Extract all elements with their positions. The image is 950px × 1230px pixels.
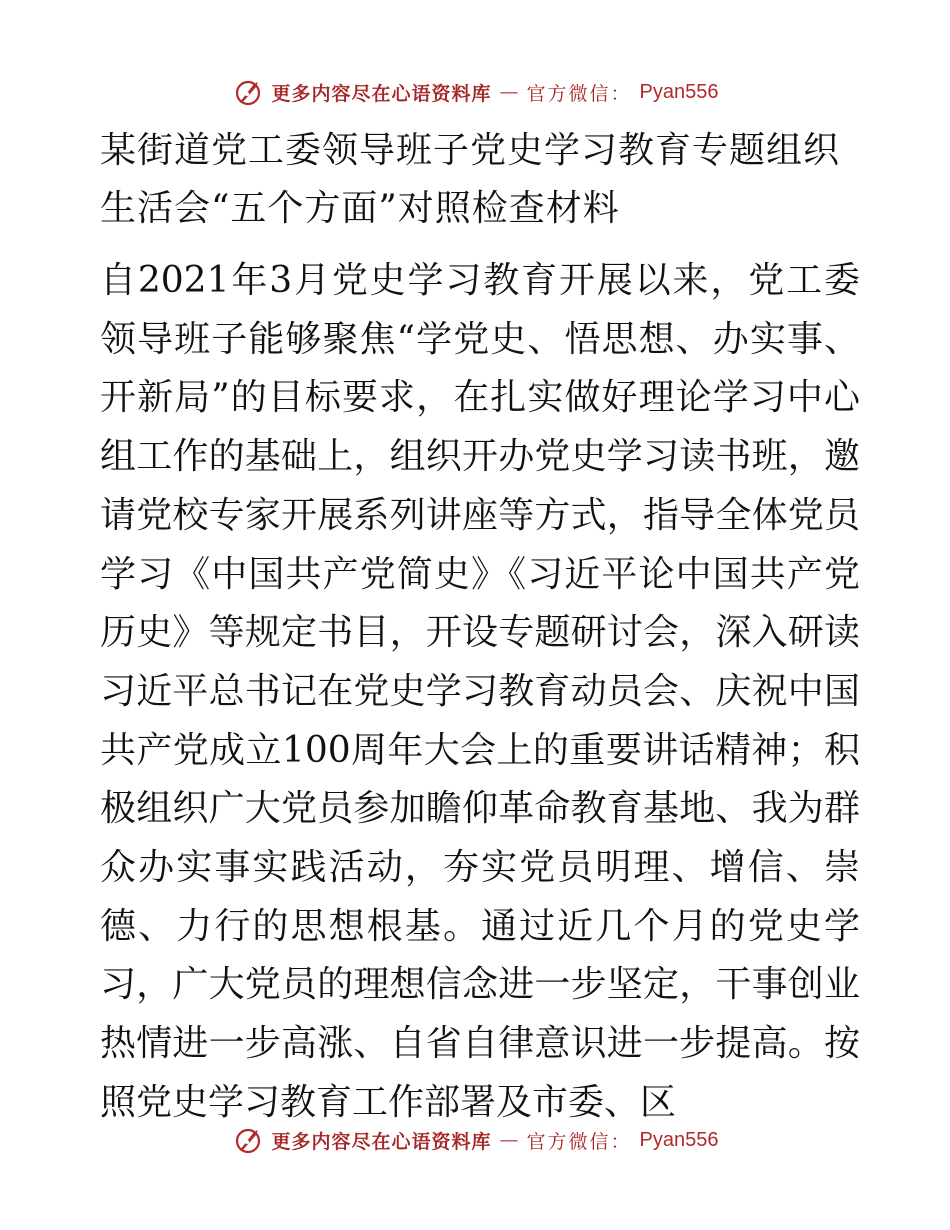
watermark-lead-text: 更多内容尽在心语资料库	[271, 1130, 492, 1153]
quill-pen-logo-icon	[232, 1124, 264, 1156]
watermark-wechat-label: 官方微信：	[526, 1130, 632, 1153]
watermark-wechat-label: 官方微信：	[526, 82, 632, 105]
watermark-separator: —	[499, 81, 519, 103]
body-paragraph: 自2021年3月党史学习教育开展以来，党工委领导班子能够聚焦“学党史、悟思想、办实事、开新局”的目标要求，在扎实做好理论学习中心组工作的基础上，组织开办党史学习读书班，邀请党校专家开展系列讲座等方式，指导全体党员学习《中国共产党简史》《习近平论中国共产党历史》等规定书目，开设专题研讨会，深入研读习近平总书记在党史学习教育动员会、庆祝中国共产党成立100周年大会上的重要讲话精神；积极组织广大党员参加瞻仰革命教育基地、我为群众办实事实践活动，夯实党员明理、增信、崇德、力行的思想根基。通过近几个月的党史学习，广大党员的理想信念进一步坚定，干事创业热情进一步高涨、自省自律意识进一步提高。按照党史学习教育工作部署及市委、区	[100, 260, 860, 1123]
watermark-lead-text: 更多内容尽在心语资料库	[271, 82, 492, 105]
footer-watermark	[0, 1120, 950, 1160]
watermark-wechat-id: Pyan556	[639, 80, 719, 103]
watermark-wechat-id: Pyan556	[639, 1128, 719, 1151]
quill-pen-logo-icon	[232, 76, 264, 108]
watermark-separator: —	[499, 1129, 519, 1151]
document-title: 某街道党工委领导班子党史学习教育专题组织生活会“五个方面”对照检查材料	[100, 130, 841, 229]
header-watermark	[0, 72, 950, 112]
